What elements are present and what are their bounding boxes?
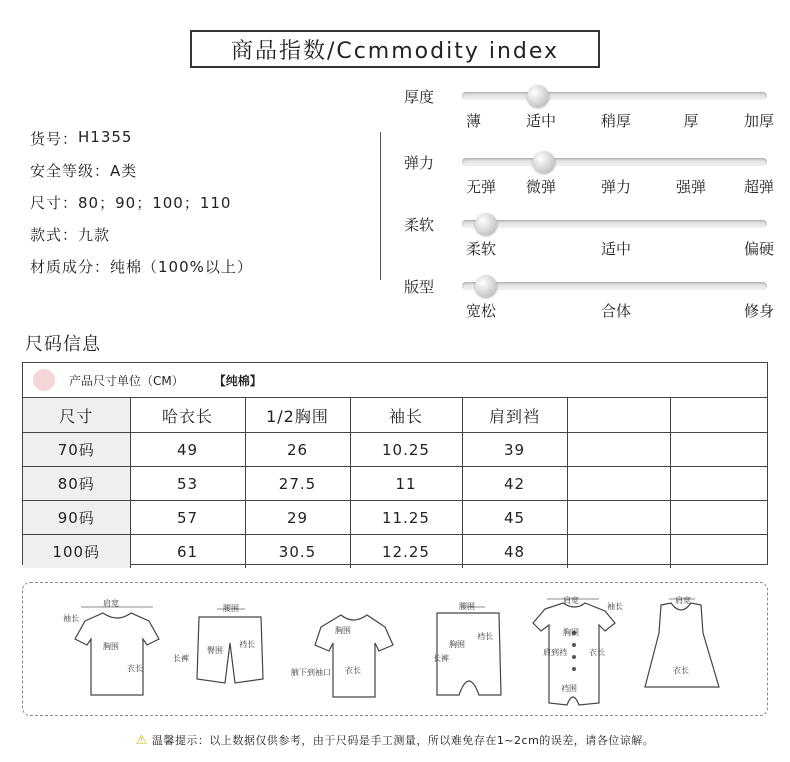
- measure-label: 肩宽: [675, 596, 691, 605]
- table-cell: 57: [130, 501, 245, 535]
- table-cell: 30.5: [245, 535, 350, 569]
- garment-sketches: [23, 583, 769, 717]
- index-option: 适中: [600, 240, 632, 258]
- index-label: 版型: [404, 278, 435, 296]
- measure-label: 腋下到袖口: [291, 668, 331, 677]
- measure-label: 衣长: [127, 664, 143, 673]
- index-knob-icon: [475, 275, 497, 297]
- index-knob-icon: [533, 151, 555, 173]
- table-header-cell: 袖长: [350, 398, 462, 433]
- index-option: 厚: [683, 112, 699, 130]
- warm-tip: [0, 732, 790, 748]
- warm-tip-text: 温馨提示：以上数据仅供参考，由于尺码是手工测量，所以难免存在1~2cm的误差，请各位谅解。: [151, 734, 655, 747]
- measure-label: 肩到裆: [543, 648, 567, 657]
- measure-label: 胸围: [449, 640, 465, 649]
- table-cell: 10.25: [350, 433, 462, 467]
- table-header-cell: [567, 398, 670, 433]
- table-cell: 49: [130, 433, 245, 467]
- table-cell: 12.25: [350, 535, 462, 569]
- measure-label: 腰围: [459, 602, 475, 611]
- index-label: 弹力: [404, 154, 435, 172]
- table-header-row: [23, 398, 767, 433]
- index-option: 加厚: [743, 112, 774, 130]
- info-row: [30, 128, 253, 160]
- table-cell: [670, 501, 767, 535]
- table-header-cell: [670, 398, 767, 433]
- measure-label: 衣长: [345, 666, 361, 675]
- measure-label: 胸围: [563, 628, 579, 637]
- table-cell: [567, 433, 670, 467]
- table-cell: 11.25: [350, 501, 462, 535]
- table-row: [23, 467, 767, 501]
- size-table-panel: [22, 362, 768, 565]
- index-2: [404, 214, 776, 274]
- info-row: [30, 224, 253, 256]
- index-options: [458, 110, 774, 130]
- index-options: [458, 238, 774, 258]
- table-cell: 70码: [23, 433, 130, 467]
- table-header-cell: 肩到裆: [462, 398, 567, 433]
- measure-label: 长裤: [173, 654, 189, 663]
- size-section-title: 尺码信息: [25, 334, 101, 355]
- tshirt-sketch: [75, 613, 159, 695]
- index-knob-icon: [527, 85, 549, 107]
- table-row: [23, 433, 767, 467]
- index-option: 薄: [466, 112, 482, 130]
- pink-dot-icon: [33, 369, 55, 391]
- index-option: 弹力: [600, 178, 632, 196]
- table-row: [23, 501, 767, 535]
- index-option: 强弹: [675, 178, 707, 196]
- index-option: 超弹: [743, 178, 774, 196]
- index-options: [458, 176, 774, 196]
- material-label: 【纯棉】: [213, 373, 262, 388]
- table-cell: 42: [462, 467, 567, 501]
- info-label: 尺寸：: [30, 194, 79, 212]
- table-cell: [670, 535, 767, 569]
- table-cell: 53: [130, 467, 245, 501]
- index-1: [404, 152, 776, 212]
- info-label: 安全等级：: [30, 162, 111, 180]
- index-track: [462, 92, 767, 100]
- index-label: 柔软: [404, 216, 435, 234]
- index-track: [462, 220, 767, 228]
- measure-label: 裆围: [561, 684, 577, 693]
- table-cell: 90码: [23, 501, 130, 535]
- table-cell: [670, 467, 767, 501]
- measure-label: 裆长: [239, 640, 255, 649]
- measure-label: 袖长: [63, 614, 79, 623]
- divider: [380, 132, 381, 280]
- measure-label: 衣长: [589, 648, 605, 657]
- index-option: 柔软: [466, 240, 497, 258]
- warning-icon: ⚠: [135, 733, 148, 748]
- index-knob-icon: [475, 213, 497, 235]
- info-label: 款式：: [30, 226, 79, 244]
- size-table: [23, 398, 767, 568]
- info-value: H1355: [78, 128, 133, 146]
- info-row: [30, 256, 253, 288]
- table-cell: 26: [245, 433, 350, 467]
- table-cell: 61: [130, 535, 245, 569]
- measure-label: 肩宽: [563, 596, 579, 605]
- table-cell: [567, 535, 670, 569]
- info-label: 货号：: [30, 130, 79, 148]
- info-value: 80；90；100；110: [78, 194, 232, 212]
- unit-label: 产品尺寸单位（CM）: [69, 373, 184, 388]
- index-option: 合体: [600, 302, 632, 320]
- index-0: [404, 86, 776, 146]
- index-option: 宽松: [466, 302, 497, 320]
- raglan-sketch: [315, 615, 393, 697]
- index-3: [404, 276, 776, 336]
- index-options: [458, 300, 774, 320]
- size-table-header: [23, 363, 767, 398]
- measure-label: 衣长: [673, 666, 689, 675]
- table-cell: 80码: [23, 467, 130, 501]
- measure-label: 胸围: [335, 626, 351, 635]
- table-cell: [567, 501, 670, 535]
- index-label: 厚度: [404, 88, 435, 106]
- table-cell: 27.5: [245, 467, 350, 501]
- index-option: 无弹: [466, 178, 497, 196]
- info-value: 九款: [78, 226, 111, 244]
- table-cell: [567, 467, 670, 501]
- table-header-cell: 1/2胸围: [245, 398, 350, 433]
- table-cell: 11: [350, 467, 462, 501]
- index-option: 偏硬: [743, 240, 774, 258]
- table-cell: 100码: [23, 535, 130, 569]
- measure-label: 肩宽: [103, 599, 119, 608]
- page-title: 商品指数/Ccmmodity index: [190, 30, 600, 68]
- table-row: [23, 535, 767, 569]
- measure-label: 长裤: [433, 654, 449, 663]
- info-row: [30, 160, 253, 192]
- table-header-cell: 尺寸: [23, 398, 130, 433]
- index-option: 稍厚: [600, 112, 632, 130]
- index-track: [462, 282, 767, 290]
- measure-label: 腰围: [223, 604, 239, 613]
- measure-label: 臀围: [207, 646, 223, 655]
- measure-label: 裆长: [477, 632, 493, 641]
- info-value: A类: [110, 162, 138, 180]
- measurement-diagram: [22, 582, 768, 716]
- measure-label: 袖长: [607, 602, 623, 611]
- table-cell: 45: [462, 501, 567, 535]
- info-label: 材质成分：: [30, 258, 111, 276]
- measure-label: 胸围: [103, 642, 119, 651]
- table-cell: [670, 433, 767, 467]
- info-value: 纯棉（100%以上）: [110, 258, 253, 276]
- index-option: 适中: [525, 112, 557, 130]
- index-option: 修身: [743, 302, 774, 320]
- table-header-cell: 哈衣长: [130, 398, 245, 433]
- table-cell: 29: [245, 501, 350, 535]
- index-option: 微弹: [525, 178, 557, 196]
- table-cell: 39: [462, 433, 567, 467]
- info-row: [30, 192, 253, 224]
- index-track: [462, 158, 767, 166]
- product-info: [30, 128, 253, 288]
- table-cell: 48: [462, 535, 567, 569]
